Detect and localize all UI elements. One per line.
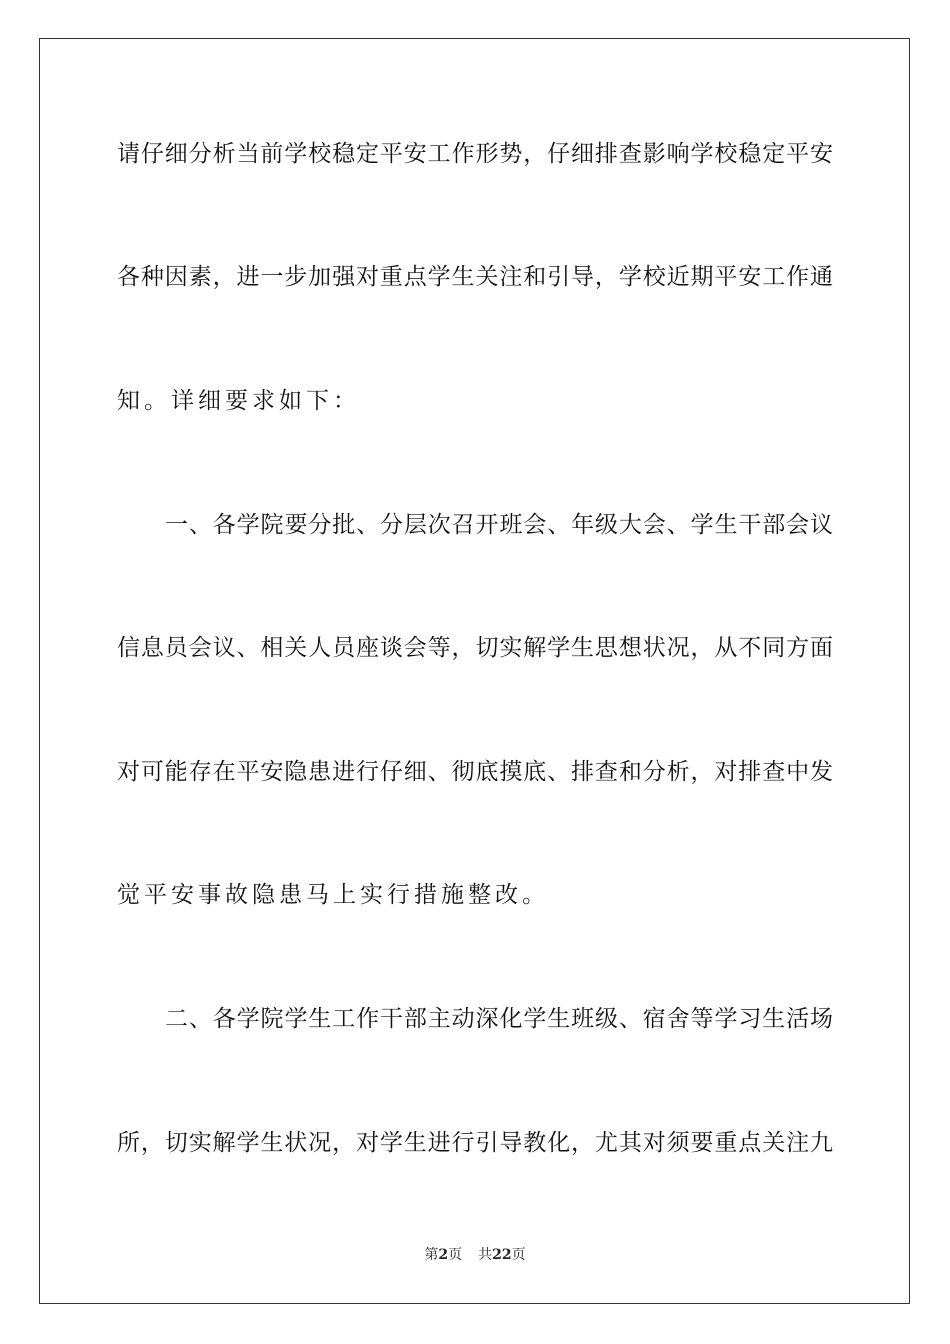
body-line: 各种因素，进一步加强对重点学生关注和引导，学校近期平安工作通 [117,264,833,290]
body-line: 觉平安事故隐患马上实行措施整改。 [117,882,549,908]
page-suffix: 页 [448,1247,463,1263]
body-line: 知。详细要求如下： [117,388,360,414]
page-footer [0,1246,950,1264]
total-page-number: 22 [492,1247,512,1263]
body-line: 对可能存在平安隐患进行仔细、彻底摸底、排查和分析，对排查中发 [117,759,833,785]
body-line: 二、各学院学生工作干部主动深化学生班级、宿舍等学习生活场 [165,1006,833,1032]
total-prefix: 共 [478,1247,493,1263]
page-border [39,38,910,1304]
page-prefix: 第 [424,1247,439,1263]
body-line: 信息员会议、相关人员座谈会等，切实解学生思想状况，从不同方面 [117,635,833,661]
body-line: 所，切实解学生状况，对学生进行引导教化，尤其对须要重点关注九 [117,1130,833,1156]
body-line: 一、各学院要分批、分层次召开班会、年级大会、学生干部会议 [165,512,833,538]
current-page-number: 2 [438,1247,449,1263]
total-suffix: 页 [511,1247,526,1263]
body-line: 请仔细分析当前学校稳定平安工作形势，仔细排查影响学校稳定平安 [117,141,833,167]
